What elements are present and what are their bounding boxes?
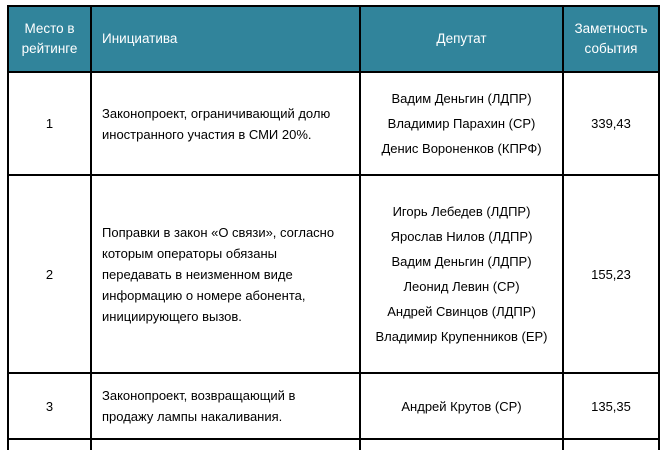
place-cell — [8, 439, 91, 450]
score-cell — [563, 439, 659, 450]
score-cell: 135,35 — [563, 373, 659, 439]
table-row-partial — [8, 439, 659, 450]
initiative-cell — [91, 439, 360, 450]
deputy-name: Андрей Свинцов (ЛДПР) — [387, 304, 536, 319]
deputies-cell — [360, 439, 563, 450]
deputy-name: Ярослав Нилов (ЛДПР) — [390, 229, 533, 244]
header-place: Место в рейтинге — [8, 6, 91, 72]
header-initiative: Инициатива — [91, 6, 360, 72]
initiative-cell: Законопроект, возвращающий в продажу лампы накаливания. — [91, 373, 360, 439]
table-row — [8, 373, 659, 439]
deputy-name: Владимир Крупенников (ЕР) — [375, 329, 548, 344]
table-row — [8, 175, 659, 373]
table-row — [8, 72, 659, 175]
table-header-row — [8, 6, 659, 72]
place-cell: 1 — [8, 72, 91, 175]
deputy-name: Вадим Деньгин (ЛДПР) — [391, 91, 532, 106]
header-score: Заметность события — [563, 6, 659, 72]
score-cell: 155,23 — [563, 175, 659, 373]
deputies-cell — [360, 175, 563, 373]
score-cell: 339,43 — [563, 72, 659, 175]
deputy-name: Владимир Парахин (СР) — [387, 116, 536, 131]
deputy-name: Денис Вороненков (КПРФ) — [381, 141, 542, 156]
deputies-cell — [360, 72, 563, 175]
deputy-name: Андрей Крутов (СР) — [401, 398, 522, 414]
deputy-name: Игорь Лебедев (ЛДПР) — [392, 204, 531, 219]
deputies-cell — [360, 373, 563, 439]
rating-table — [7, 5, 660, 450]
deputy-name: Леонид Левин (СР) — [403, 279, 520, 294]
initiative-cell: Поправки в закон «О связи», согласно которым операторы обязаны передавать в неизменном виде информацию о номере абонента, инициирующего вызов. — [91, 175, 360, 373]
place-cell: 3 — [8, 373, 91, 439]
place-cell: 2 — [8, 175, 91, 373]
deputy-name: Вадим Деньгин (ЛДПР) — [391, 254, 532, 269]
header-deputy: Депутат — [360, 6, 563, 72]
initiative-cell: Законопроект, ограничивающий долю иностранного участия в СМИ 20%. — [91, 72, 360, 175]
